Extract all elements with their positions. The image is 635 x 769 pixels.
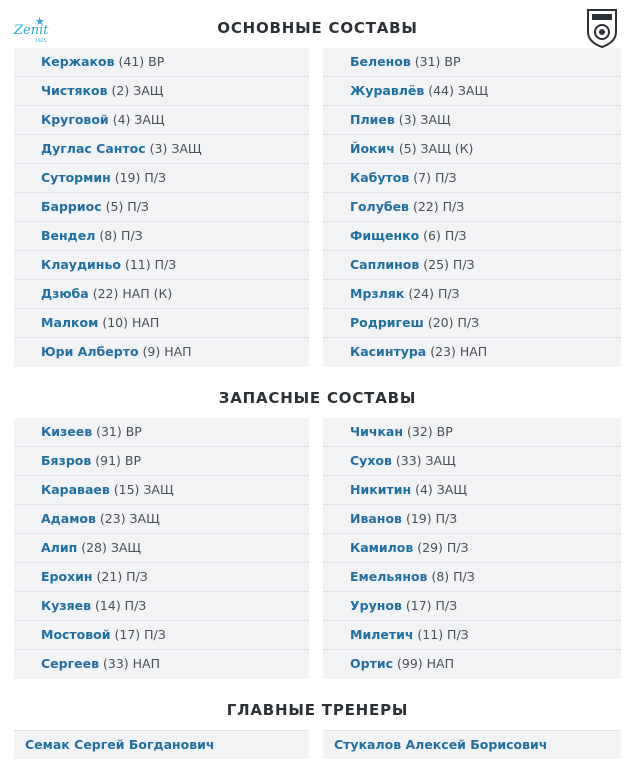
player-name[interactable]: Журавлёв	[350, 83, 425, 98]
player-row	[323, 650, 621, 679]
player-name[interactable]: Камилов	[350, 540, 414, 555]
player-info: (3) ЗАЩ	[398, 112, 451, 127]
player-name[interactable]: Плиев	[350, 112, 395, 127]
away-coach-row	[323, 730, 621, 759]
head-coaches-title: ГЛАВНЫЕ ТРЕНЕРЫ	[226, 701, 409, 719]
player-info: (17) П/З	[405, 598, 458, 613]
home-coach-row	[14, 730, 309, 759]
player-name[interactable]: Милетич	[350, 627, 414, 642]
player-name[interactable]: Чистяков	[41, 83, 108, 98]
svg-text:1925: 1925	[35, 39, 47, 44]
player-row	[14, 563, 309, 592]
player-info: (22) П/З	[412, 199, 465, 214]
player-row	[14, 222, 309, 251]
player-row	[14, 338, 309, 367]
player-name[interactable]: Кузяев	[41, 598, 92, 613]
player-row	[323, 280, 621, 309]
player-row	[14, 135, 309, 164]
player-info: (4) ЗАЩ	[415, 482, 468, 497]
player-name[interactable]: Никитин	[350, 482, 412, 497]
player-row	[323, 222, 621, 251]
player-info: (99) НАП	[396, 656, 454, 671]
player-info: (4) ЗАЩ	[112, 112, 165, 127]
player-name[interactable]: Ортис	[350, 656, 393, 671]
player-info: (11) П/З	[417, 627, 469, 642]
player-info: (5) ЗАЩ (К)	[398, 141, 474, 156]
player-name[interactable]: Мрзляк	[350, 286, 405, 301]
player-info: (8) П/З	[99, 228, 143, 243]
player-name[interactable]: Караваев	[41, 482, 110, 497]
player-row	[323, 592, 621, 621]
player-info: (15) ЗАЩ	[113, 482, 174, 497]
player-name[interactable]: Чичкан	[350, 424, 403, 439]
player-row	[14, 418, 309, 447]
player-row	[14, 309, 309, 338]
player-row	[323, 338, 621, 367]
player-row	[323, 48, 621, 77]
player-info: (29) П/З	[417, 540, 469, 555]
away-coach-name[interactable]: Стукалов Алексей Борисович	[334, 737, 548, 752]
player-row	[323, 418, 621, 447]
home-starting-list	[14, 48, 309, 367]
player-name[interactable]: Ерохин	[41, 569, 93, 584]
player-name[interactable]: Круговой	[41, 112, 109, 127]
player-row	[323, 251, 621, 280]
player-row	[14, 621, 309, 650]
player-row	[14, 476, 309, 505]
player-info: (23) ЗАЩ	[99, 511, 160, 526]
player-info: (91) ВР	[95, 453, 141, 468]
player-info: (6) П/З	[423, 228, 467, 243]
player-name[interactable]: Бязров	[41, 453, 92, 468]
player-info: (5) П/З	[105, 199, 149, 214]
player-name[interactable]: Дзюба	[41, 286, 89, 301]
player-info: (9) НАП	[142, 344, 192, 359]
player-row	[323, 534, 621, 563]
player-info: (14) П/З	[95, 598, 147, 613]
player-row	[323, 476, 621, 505]
substitutes-title: ЗАПАСНЫЕ СОСТАВЫ	[218, 389, 417, 407]
player-name[interactable]: Фищенко	[350, 228, 420, 243]
player-name[interactable]: Касинтура	[350, 344, 427, 359]
player-name[interactable]: Голубев	[350, 199, 409, 214]
home-coach-name[interactable]: Семак Сергей Богданович	[25, 737, 215, 752]
player-info: (22) НАП (К)	[92, 286, 173, 301]
player-name[interactable]: Урунов	[350, 598, 402, 613]
player-info: (24) П/З	[408, 286, 460, 301]
player-info: (19) П/З	[114, 170, 166, 185]
player-name[interactable]: Дуглас Сантос	[41, 141, 146, 156]
player-info: (17) П/З	[114, 627, 166, 642]
player-info: (21) П/З	[96, 569, 148, 584]
player-info: (2) ЗАЩ	[111, 83, 164, 98]
player-name[interactable]: Юри Алберто	[41, 344, 139, 359]
player-info: (31) ВР	[414, 54, 461, 69]
player-name[interactable]: Алип	[41, 540, 78, 555]
player-info: (23) НАП	[430, 344, 488, 359]
player-row	[14, 534, 309, 563]
player-info: (44) ЗАЩ	[428, 83, 489, 98]
player-name[interactable]: Сергеев	[41, 656, 99, 671]
player-row	[323, 447, 621, 476]
home-subs-list	[14, 418, 309, 679]
player-row	[323, 563, 621, 592]
player-row	[323, 309, 621, 338]
player-row	[14, 193, 309, 222]
player-info: (33) ЗАЩ	[395, 453, 456, 468]
player-name[interactable]: Сутормин	[41, 170, 111, 185]
player-info: (32) ВР	[406, 424, 453, 439]
away-starting-list	[323, 48, 621, 367]
player-row	[323, 135, 621, 164]
player-row	[14, 650, 309, 679]
player-row	[14, 280, 309, 309]
player-info: (7) П/З	[413, 170, 457, 185]
player-row	[14, 447, 309, 476]
player-info: (11) П/З	[124, 257, 177, 272]
player-name[interactable]: Барриос	[41, 199, 102, 214]
player-name[interactable]: Кержаков	[41, 54, 115, 69]
player-row	[14, 251, 309, 280]
player-row	[323, 164, 621, 193]
player-name[interactable]: Родригеш	[350, 315, 424, 330]
player-info: (41) ВР	[118, 54, 165, 69]
svg-text:Zenit: Zenit	[14, 23, 49, 38]
player-name[interactable]: Вендел	[41, 228, 96, 243]
player-row	[323, 505, 621, 534]
player-row	[14, 592, 309, 621]
player-info: (33) НАП	[102, 656, 160, 671]
player-name[interactable]: Емельянов	[350, 569, 428, 584]
player-name[interactable]: Беленов	[350, 54, 411, 69]
player-row	[323, 106, 621, 135]
player-name[interactable]: Малком	[41, 315, 99, 330]
player-name[interactable]: Кабутов	[350, 170, 410, 185]
player-info: (28) ЗАЩ	[81, 540, 142, 555]
player-row	[14, 77, 309, 106]
player-row	[14, 106, 309, 135]
player-info: (31) ВР	[96, 424, 142, 439]
player-name[interactable]: Мостовой	[41, 627, 111, 642]
player-row	[323, 77, 621, 106]
player-info: (20) П/З	[427, 315, 480, 330]
player-row	[14, 505, 309, 534]
player-info: (10) НАП	[102, 315, 160, 330]
player-name[interactable]: Иванов	[350, 511, 402, 526]
player-row	[14, 48, 309, 77]
player-name[interactable]: Йокич	[350, 141, 395, 156]
player-row	[323, 193, 621, 222]
player-name[interactable]: Адамов	[41, 511, 96, 526]
player-row	[14, 164, 309, 193]
player-name[interactable]: Сухов	[350, 453, 392, 468]
player-name[interactable]: Саплинов	[350, 257, 420, 272]
player-row	[323, 621, 621, 650]
ufa-logo-icon	[585, 8, 619, 48]
starting-lineups-title: ОСНОВНЫЕ СОСТАВЫ	[217, 19, 418, 37]
player-name[interactable]: Кизеев	[41, 424, 93, 439]
away-subs-list	[323, 418, 621, 679]
player-info: (3) ЗАЩ	[149, 141, 202, 156]
player-info: (25) П/З	[423, 257, 475, 272]
player-info: (19) П/З	[405, 511, 458, 526]
player-name[interactable]: Клаудиньо	[41, 257, 121, 272]
player-info: (8) П/З	[431, 569, 475, 584]
